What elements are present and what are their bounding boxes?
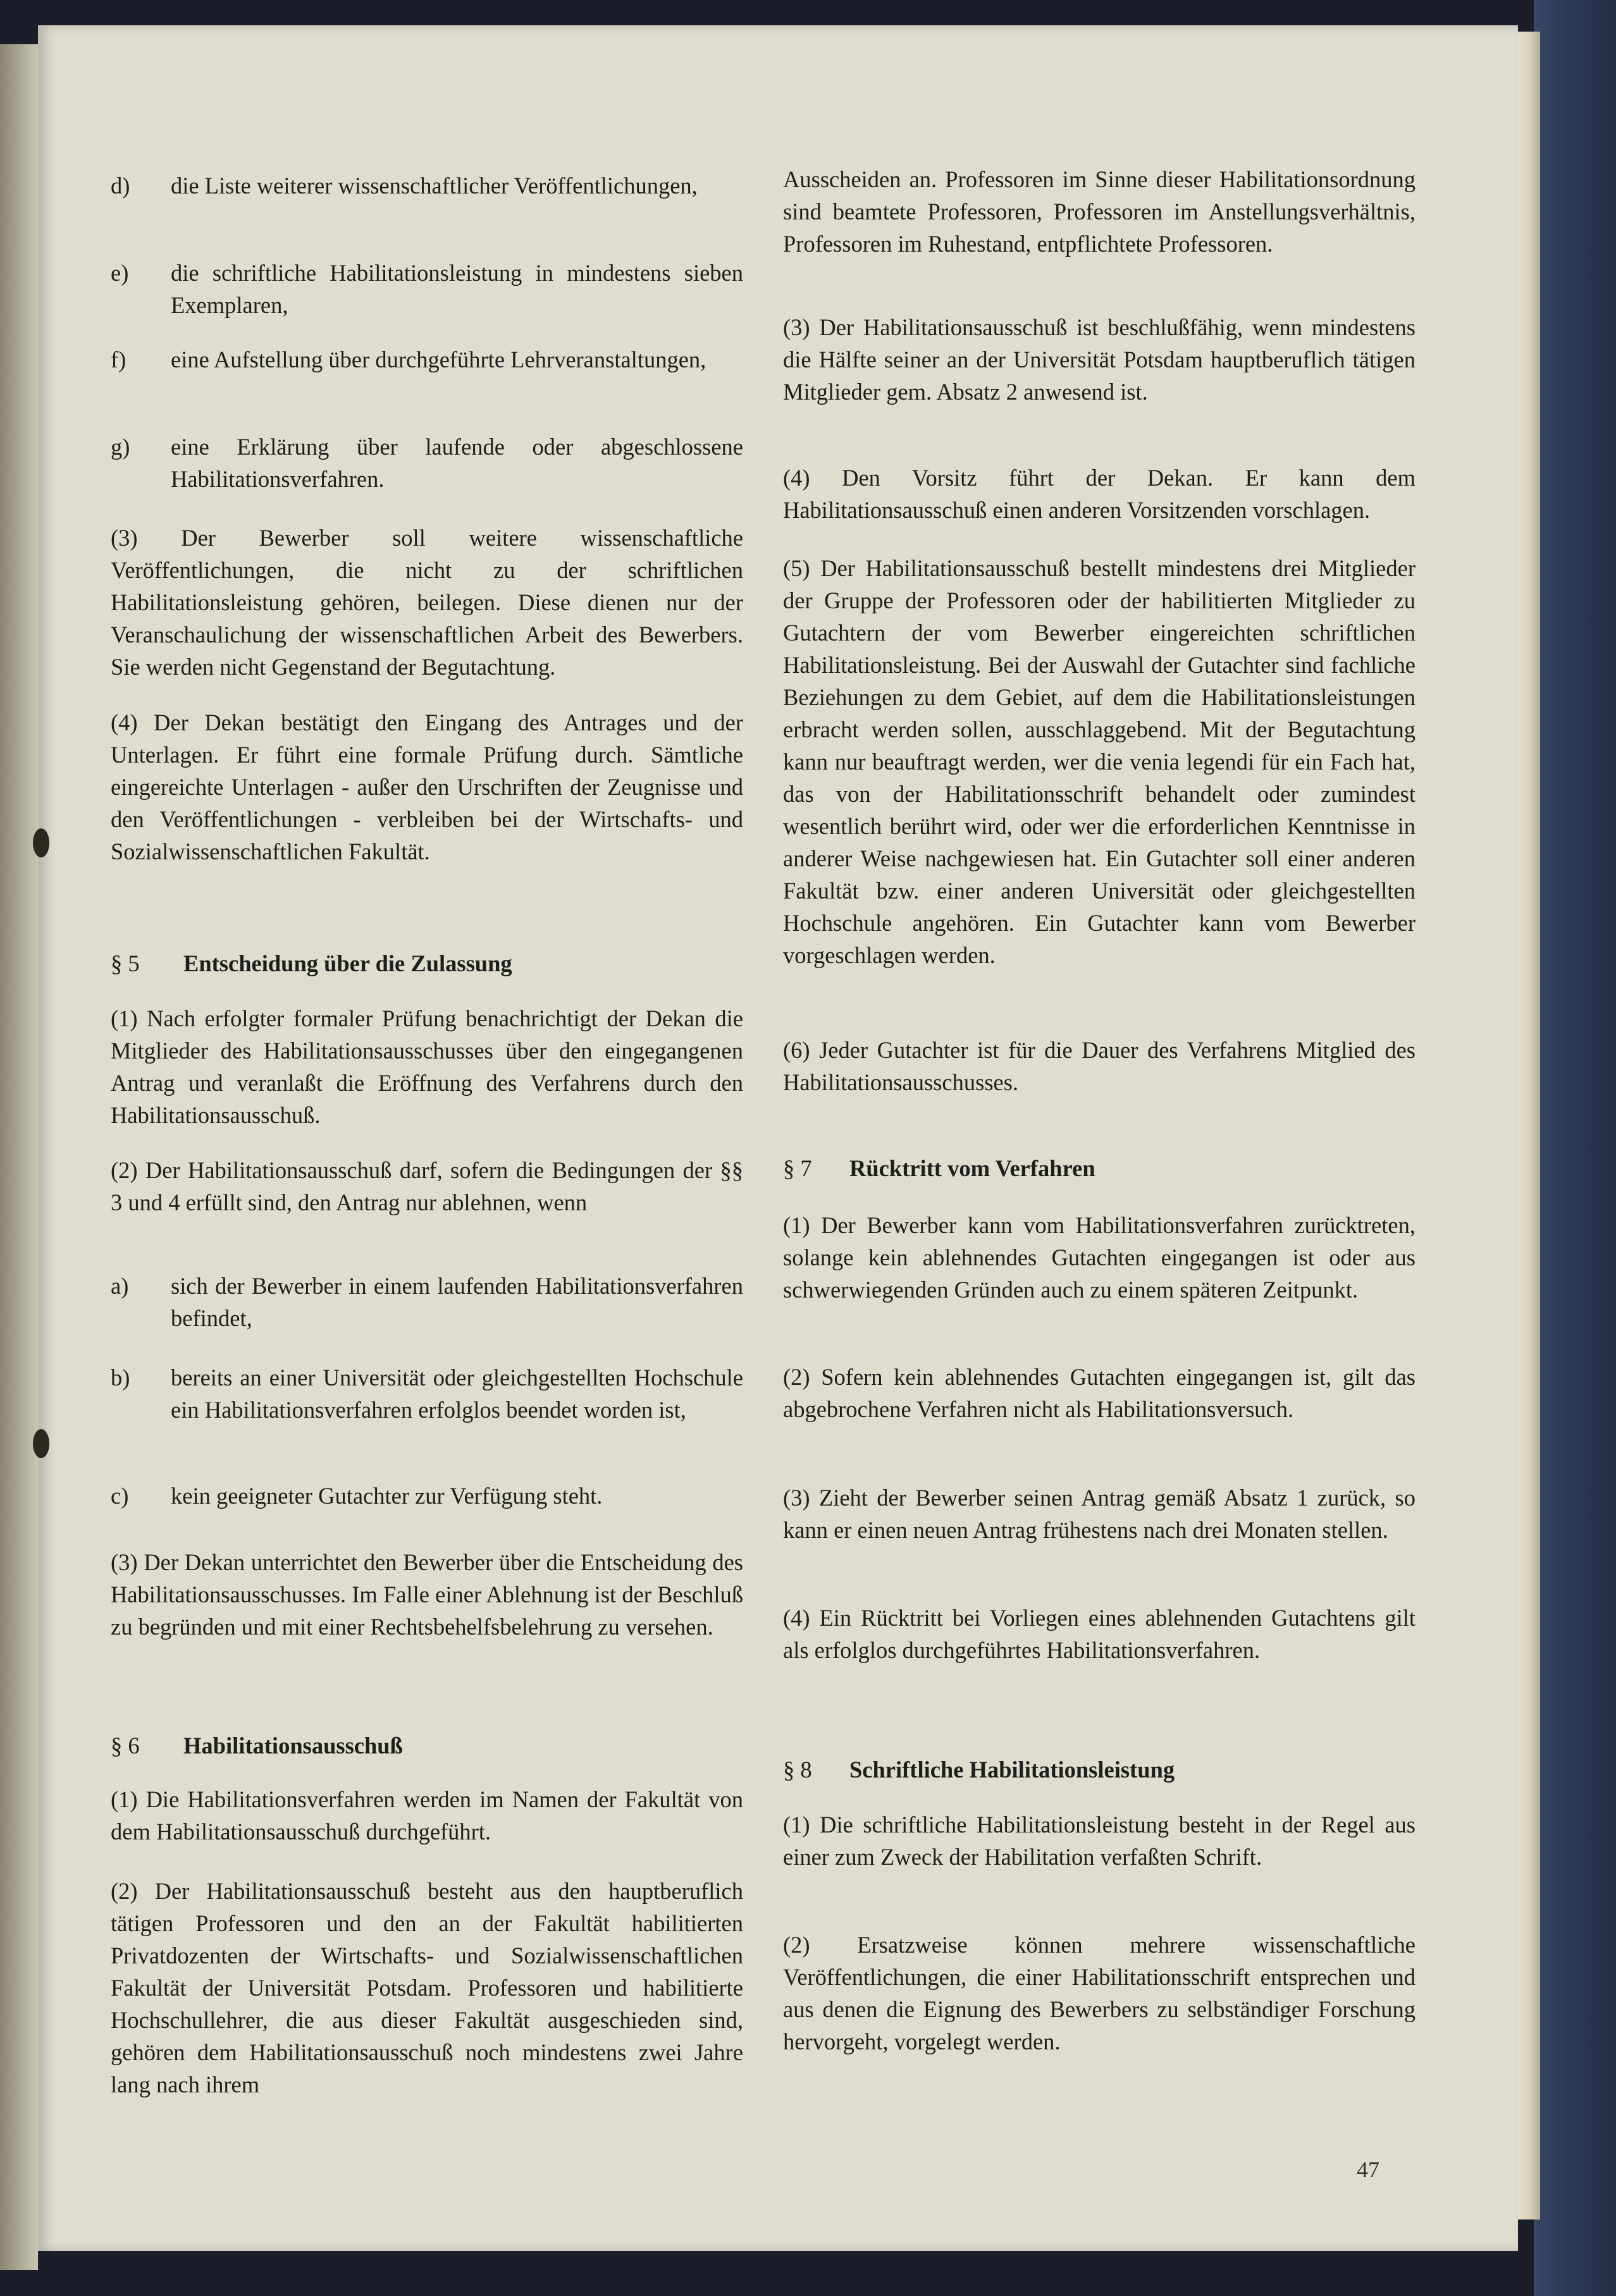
paragraph: (2) Ersatzweise können mehrere wissenschaftliche Veröffentlichungen, die einer Habilitationsschrift entsprechen und aus denen die Eignung des Bewerbers zu selbständiger Forschung hervorgeht, vorgelegt werden. [783, 1932, 1416, 2054]
facing-page-sliver [0, 44, 38, 2270]
paragraph: (3) Der Habilitationsausschuß ist beschlußfähig, wenn mindestens die Hälfte seiner an der Universität Potsdam hauptberuflich tätigen Mitglieder gem. Absatz 2 anwesend ist. [783, 314, 1416, 405]
list-item: g) eine Erklärung über laufende oder abgeschlossene Habilitationsverfahren. [111, 434, 743, 492]
book-cover-edge [1534, 0, 1616, 2296]
paragraph: (3) Zieht der Bewerber seinen Antrag gemäß Absatz 1 zurück, so kann er einen neuen Antrag frühestens nach drei Monaten stellen. [783, 1485, 1416, 1543]
paragraph: (3) Der Dekan unterrichtet den Bewerber über die Entscheidung des Habilitationsausschusses. Im Falle einer Ablehnung ist der Beschluß zu begründen und mit einer Rechtsbehelfsbelehrung zu versehen. [111, 1549, 743, 1640]
list-item: e) die schriftliche Habilitationsleistung in mindestens sieben Exemplaren, [111, 260, 743, 318]
paragraph: (2) Sofern kein ablehnendes Gutachten eingegangen ist, gilt das abgebrochene Verfahren nicht als Habilitationsversuch. [783, 1364, 1416, 1422]
list-item: f) eine Aufstellung über durchgeführte Lehrveranstaltungen, [111, 347, 706, 372]
page-number: 47 [1357, 2157, 1379, 2182]
paragraph: (1) Die schriftliche Habilitationsleistung besteht in der Regel aus einer zum Zweck der Habilitation verfaßten Schrift. [783, 1812, 1416, 1870]
paragraph: (2) Der Habilitationsausschuß besteht aus den hauptberuflich tätigen Professoren und den an der Fakultät habilitierten Privatdozenten der Wirtschafts- und Sozialwissenschaftlichen Fakultät der Universität Potsdam. Professoren und habilitierte Hochschullehrer, die aus dieser Fakultät ausgeschieden sind, gehören dem Habilitationsausschuß noch mindestens zwei Jahre lang nach ihrem [111, 1878, 743, 2097]
paragraph: (1) Die Habilitationsverfahren werden im Namen der Fakultät von dem Habilitationsausschuß durchgeführt. [111, 1786, 743, 1845]
document-page: d) die Liste weiterer wissenschaftlicher Veröffentlichungen, e) die schriftliche Habilitationsleistung in mindestens sieben Exemplaren, f) eine Aufstellung über durchgeführte Lehrveranstaltungen, g) eine Erklärung über laufende oder abgeschlossene Habilitationsverfahren. (3) Der Bewerber soll weitere wissenschaftliche Veröffentlichungen, die nicht zu der schriftlichen Habilitationsleistung gehören, beilegen. Diese dienen nur der Veranschaulichung der wissenschaftlichen Arbeit des Bewerbers. Sie werden nicht Gegenstand der Begutachtung. (4) Der Dekan bestätigt den Eingang des Antrages und der Unterlagen. Er führt eine formale Prüfung durch. Sämtliche eingereichte Unterlagen - außer den Urschriften der Zeugnisse und den Veröffentlichungen - verbleiben bei der Wirtschafts- und Sozialwissenschaftlichen Fakultät. § 5 Entscheidung über die Zulassung (1) Nach erfolgter formaler Prüfung benachrichtigt der Dekan die Mitglieder des Habilitationsausschusses über den eingegangenen Antrag und veranlaßt die Eröffnung des Verfahrens durch den Habilitationsausschuß. (2) Der Habilitationsausschuß darf, sofern die Bedingungen der §§ 3 und 4 erfüllt sind, den Antrag nur ablehnen, wenn a) sich der Bewerber in einem laufenden Habilitationsverfahren befindet, b) bereits an einer Universität oder gleichgestellten Hochschule ein Habilitationsverfahren erfolglos beendet worden ist, c) kein geeigneter Gutachter zur Verfügung steht. (3) Der Dekan unterrichtet den Bewerber über die Entscheidung des Habilitationsausschusses. Im Falle einer Ablehnung ist der Beschluß zu begründen und mit einer Rechtsbehelfsbelehrung zu versehen. § 6 Habilitationsausschuß (1) Die Habilitationsverfahren werden im Namen der Fakultät von dem Habilitationsausschuß durchgeführt. (2) Der Habilitationsausschuß besteht aus den hauptberuflich tätigen Professoren und den an der Fakultät habilitierten Privatdozenten der Wirtschafts- und Sozialwissenschaftlichen Fakultät der Universität Potsdam. Professoren und habilitierte Hochschullehrer, die aus dieser Fakultät ausgeschieden sind, gehören dem Habilitationsausschuß noch mindestens zwei Jahre lang nach ihrem Ausscheiden an. Professoren im Sinne dieser Habilitationsordnung sind beamtete Professoren, Professoren im Anstellungsverhältnis, Professoren im Ruhestand, entpflichtete Professoren. (3) Der Habilitationsausschuß ist beschlußfähig, wenn mindestens die Hälfte seiner an der Universität Potsdam hauptberuflich tätigen Mitglieder gem. Absatz 2 anwesend ist. (4) Den Vorsitz führt der Dekan. Er kann dem Habilitationsausschuß einen anderen Vorsitzenden vorschlagen. (5) Der Habilitationsausschuß bestellt mindestens drei Mitglieder der Gruppe der Professoren oder der habilitierten Mitglieder zu Gutachtern der vom Bewerber eingereichten schriftlichen Habilitationsleistung. Bei der Auswahl der Gutachter sind fachliche Beziehungen zu dem Gebiet, auf dem die Habilitationsleistungen erbracht werden sollen, ausschlaggebend. Mit der Begutachtung kann nur beauftragt werden, wer die venia legendi für ein Fach hat, das von der Habilitationsschrift behandelt oder zumindest wesentlich berührt wird, oder wer die erforderlichen Kenntnisse in anderer Weise nachgewiesen hat. Ein Gutachter soll einer anderen Fakultät bzw. einer anderen Universität oder gleichgestellten Hochschule angehören. Ein Gutachter kann vom Bewerber vorgeschlagen werden. (6) Jeder Gutachter ist für die Dauer des Verfahrens Mitglied des Habilitationsausschusses. § 7 Rücktritt vom Verfahren (1) Der Bewerber kann vom Habilitationsverfahren zurücktreten, solange kein ablehnendes Gutachten eingegangen ist oder aus schwerwiegenden Gründen auch zu einem späteren Zeitpunkt. (2) Sofern kein ablehnendes Gutachten eingegangen ist, gilt das abgebrochene Verfahren nicht als Habilitationsversuch. (3) Zieht der Bewerber seinen Antrag gemäß Absatz 1 zurück, so kann er einen neuen Antrag frühestens nach drei Monaten stellen. (4) Ein Rücktritt bei Vorliegen eines ablehnenden Gutachtens gilt als erfolglos durchgeführtes Habilitationsverfahren. § 8 Schriftliche Habilitationsleistung (1) Die schriftliche Habilitationsleistung besteht in der Regel aus einer zum Zweck der Habilitation verfaßten Schrift. (2) Ersatzweise können mehrere wissenschaftliche Veröffentlichungen, die einer Habilitationsschrift entsprechen und aus denen die Eignung des Bewerbers zu selbständiger Forschung hervorgeht, vorgelegt werden. 47 [38, 25, 1518, 2251]
paragraph: Ausscheiden an. Professoren im Sinne dieser Habilitationsordnung sind beamtete Professoren, Professoren im Anstellungsverhältnis, Professoren im Ruhestand, entpflichtete Professoren. [783, 166, 1416, 257]
list-item: a) sich der Bewerber in einem laufenden Habilitationsverfahren befindet, [111, 1273, 743, 1331]
page-stack-edge [1515, 32, 1540, 2219]
paragraph: (6) Jeder Gutachter ist für die Dauer des Verfahrens Mitglied des Habilitationsausschusses. [783, 1037, 1416, 1095]
punch-hole [33, 1429, 49, 1458]
paragraph: (1) Nach erfolgter formaler Prüfung benachrichtigt der Dekan die Mitglieder des Habilitationsausschusses über den eingegangenen Antrag und veranlaßt die Eröffnung des Verfahrens durch den Habilitationsausschuß. [111, 1005, 743, 1128]
paragraph: (4) Den Vorsitz führt der Dekan. Er kann dem Habilitationsausschuß einen anderen Vorsitzenden vorschlagen. [783, 465, 1416, 523]
paragraph: (1) Der Bewerber kann vom Habilitationsverfahren zurücktreten, solange kein ablehnendes Gutachten eingegangen ist oder aus schwerwiegenden Gründen auch zu einem späteren Zeitpunkt. [783, 1212, 1416, 1303]
paragraph: (5) Der Habilitationsausschuß bestellt mindestens drei Mitglieder der Gruppe der Professoren oder der habilitierten Mitglieder zu Gutachtern der vom Bewerber eingereichten schriftlichen Habilitationsleistung. Bei der Auswahl der Gutachter sind fachliche Beziehungen zu dem Gebiet, auf dem die Habilitationsleistungen erbracht werden sollen, ausschlaggebend. Mit der Begutachtung kann nur beauftragt werden, wer die venia legendi für ein Fach hat, das von der Habilitationsschrift behandelt oder zumindest wesentlich berührt wird, oder wer die erforderlichen Kenntnisse in anderer Weise nachgewiesen hat. Ein Gutachter soll einer anderen Fakultät bzw. einer anderen Universität oder gleichgestellten Hochschule angehören. Ein Gutachter kann vom Bewerber vorgeschlagen werden. [783, 555, 1416, 968]
paragraph: (4) Der Dekan bestätigt den Eingang des Antrages und der Unterlagen. Er führt eine formale Prüfung durch. Sämtliche eingereichte Unterlagen - außer den Urschriften der Zeugnisse und den Veröffentlichungen - verbleiben bei der Wirtschafts- und Sozialwissenschaftlichen Fakultät. [111, 709, 743, 864]
paragraph: (2) Der Habilitationsausschuß darf, sofern die Bedingungen der §§ 3 und 4 erfüllt sind, den Antrag nur ablehnen, wenn [111, 1157, 743, 1215]
list-item: c) kein geeigneter Gutachter zur Verfügung steht. [111, 1483, 603, 1509]
list-item: b) bereits an einer Universität oder gleichgestellten Hochschule ein Habilitationsverfahren erfolglos beendet worden ist, [111, 1365, 743, 1423]
punch-hole [33, 828, 49, 857]
paragraph: (3) Der Bewerber soll weitere wissenschaftliche Veröffentlichungen, die nicht zu der schriftlichen Habilitationsleistung gehören, beilegen. Diese dienen nur der Veranschaulichung der wissenschaftlichen Arbeit des Bewerbers. Sie werden nicht Gegenstand der Begutachtung. [111, 525, 743, 680]
list-item: d) die Liste weiterer wissenschaftlicher Veröffentlichungen, [111, 173, 698, 199]
paragraph: (4) Ein Rücktritt bei Vorliegen eines ablehnenden Gutachtens gilt als erfolglos durchgeführtes Habilitationsverfahren. [783, 1605, 1416, 1663]
